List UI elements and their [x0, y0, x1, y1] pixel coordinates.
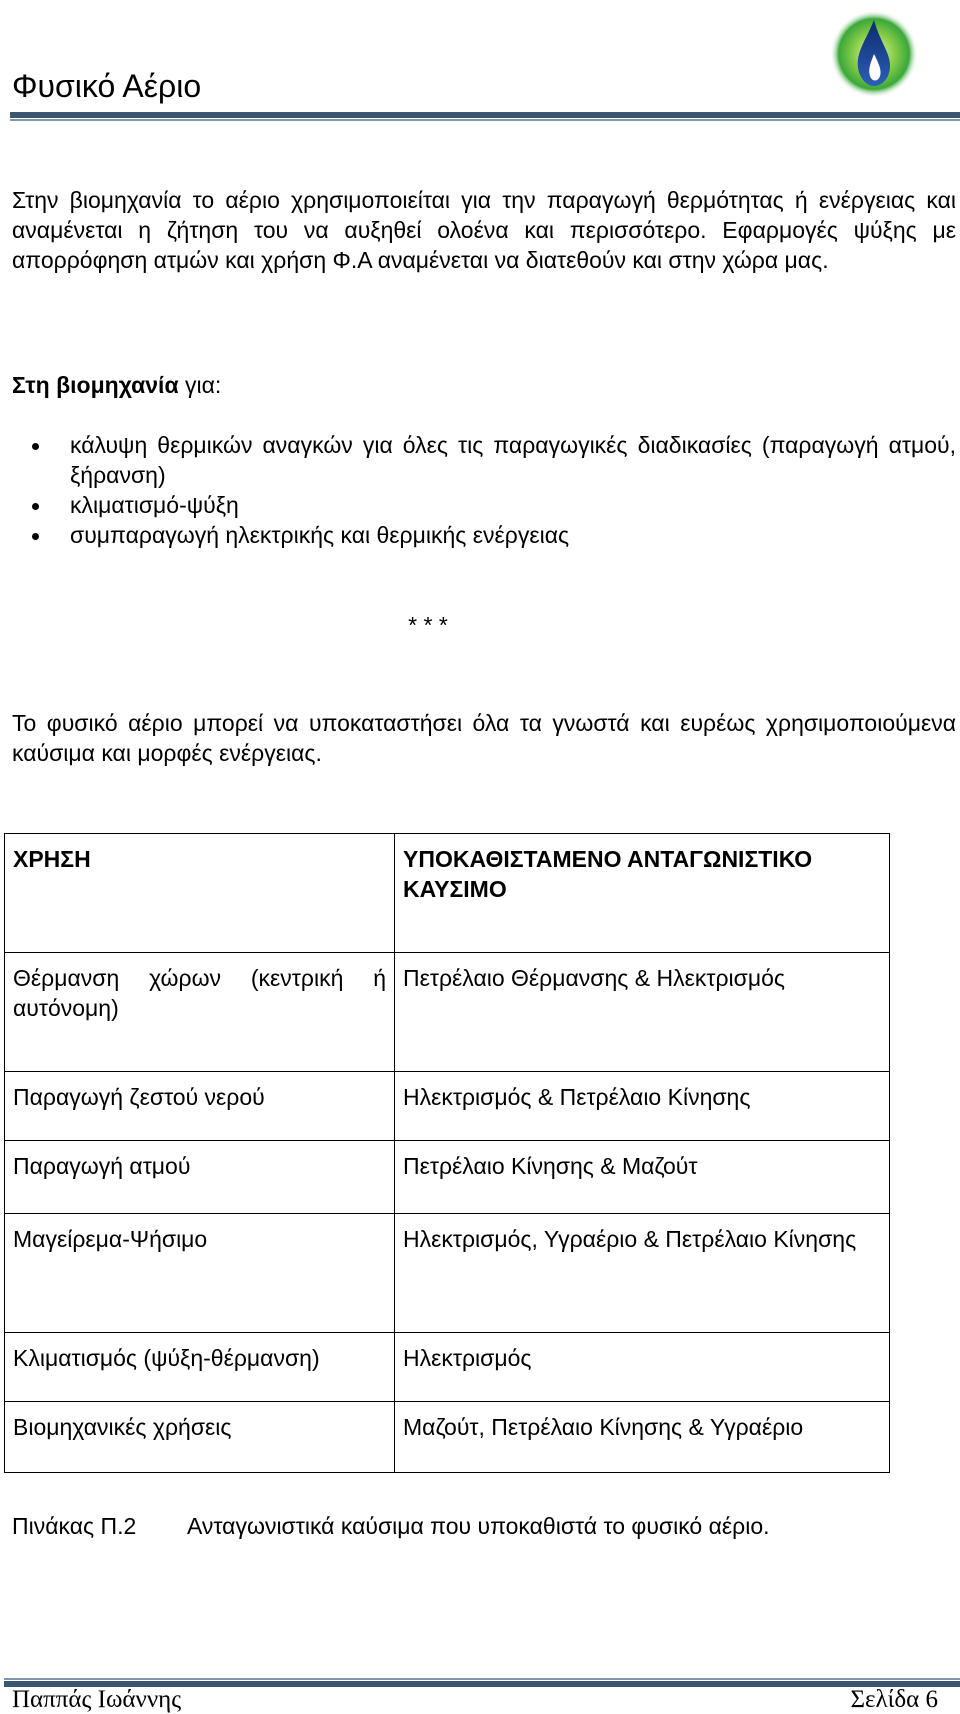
list-item-text: συμπαραγωγή ηλεκτρικής και θερμικής ενέργειας: [70, 522, 570, 548]
table-row: [5, 1072, 890, 1141]
section-separator: * * *: [408, 612, 448, 638]
table-cell-fuel: Ηλεκτρισμός, Υγραέριο & Πετρέλαιο Κίνησης: [395, 1214, 890, 1333]
bullet-list: [30, 430, 956, 550]
column-header-fuel: ΥΠΟΚΑΘΙΣΤΑΜΕΝΟ ΑΝΤΑΓΩΝΙΣΤΙΚΟ ΚΑΥΣΙΜΟ: [395, 834, 890, 953]
bullet-icon: [32, 503, 39, 510]
section-heading-rest: για:: [178, 372, 222, 398]
section-heading-bold: Στη βιομηχανία: [12, 372, 179, 398]
table-cell-fuel: Ηλεκτρισμός & Πετρέλαιο Κίνησης: [395, 1072, 890, 1141]
table-caption-label: Πινάκας Π.2: [12, 1513, 137, 1539]
table-cell-use: Μαγείρεμα-Ψήσιμο: [5, 1214, 395, 1333]
table-caption: [12, 1513, 770, 1540]
table-cell-use: Θέρμανση χώρων (κεντρική ή αυτόνομη): [5, 953, 395, 1072]
list-item: [30, 520, 956, 550]
list-item: [30, 490, 956, 520]
flame-logo-icon: [826, 6, 922, 102]
header-rule: [10, 112, 960, 121]
footer-page-number: Σελίδα 6: [850, 1686, 938, 1713]
table-cell-use: Παραγωγή ατμού: [5, 1141, 395, 1214]
table-cell-fuel: Πετρέλαιο Κίνησης & Μαζούτ: [395, 1141, 890, 1214]
column-header-use: ΧΡΗΣΗ: [5, 834, 395, 953]
table-cell-fuel: Πετρέλαιο Θέρμανσης & Ηλεκτρισμός: [395, 953, 890, 1072]
page-title: Φυσικό Αέριο: [12, 68, 202, 104]
table-row: [5, 953, 890, 1072]
table-caption-text: Ανταγωνιστικά καύσιμα που υποκαθιστά το φυσικό αέριο.: [187, 1513, 770, 1539]
list-item-text: κλιματισμό-ψύξη: [70, 492, 239, 518]
table-cell-use: Βιομηχανικές χρήσεις: [5, 1402, 395, 1473]
substitution-paragraph: Το φυσικό αέριο μπορεί να υποκαταστήσει όλα τα γνωστά και ευρέως χρησιμοποιούμενα καύσιμα και μορφές ενέργειας.: [12, 710, 956, 766]
table-row: [5, 1214, 890, 1333]
table-row: [5, 1333, 890, 1402]
intro-paragraph: Στην βιομηχανία το αέριο χρησιμοποιείται για την παραγωγή θερμότητας ή ενέργειας και αναμένεται η ζήτηση του να αυξηθεί ολοένα και περισσότερο. Εφαρμογές ψύξης με απορρόφηση ατμών και χρήση Φ.Α αναμένεται να διατεθούν και στην χώρα μας.: [12, 187, 956, 273]
table-row: [5, 1402, 890, 1473]
table-row: [5, 1141, 890, 1214]
fuel-substitution-table: [4, 833, 890, 1473]
bullet-icon: [32, 443, 39, 450]
table-cell-use: Παραγωγή ζεστού νερού: [5, 1072, 395, 1141]
list-item-text: κάλυψη θερμικών αναγκών για όλες τις παραγωγικές διαδικασίες (παραγωγή ατμού, ξήρανση): [70, 432, 956, 488]
table-cell-fuel: Ηλεκτρισμός: [395, 1333, 890, 1402]
table-cell-fuel: Μαζούτ, Πετρέλαιο Κίνησης & Υγραέριο: [395, 1402, 890, 1473]
bullet-icon: [32, 533, 39, 540]
table-header-row: [5, 834, 890, 953]
table-cell-use: Κλιματισμός (ψύξη-θέρμανση): [5, 1333, 395, 1402]
list-item: [30, 430, 956, 490]
section-heading: [12, 370, 956, 400]
footer-author: Παππάς Ιωάννης: [12, 1686, 182, 1713]
